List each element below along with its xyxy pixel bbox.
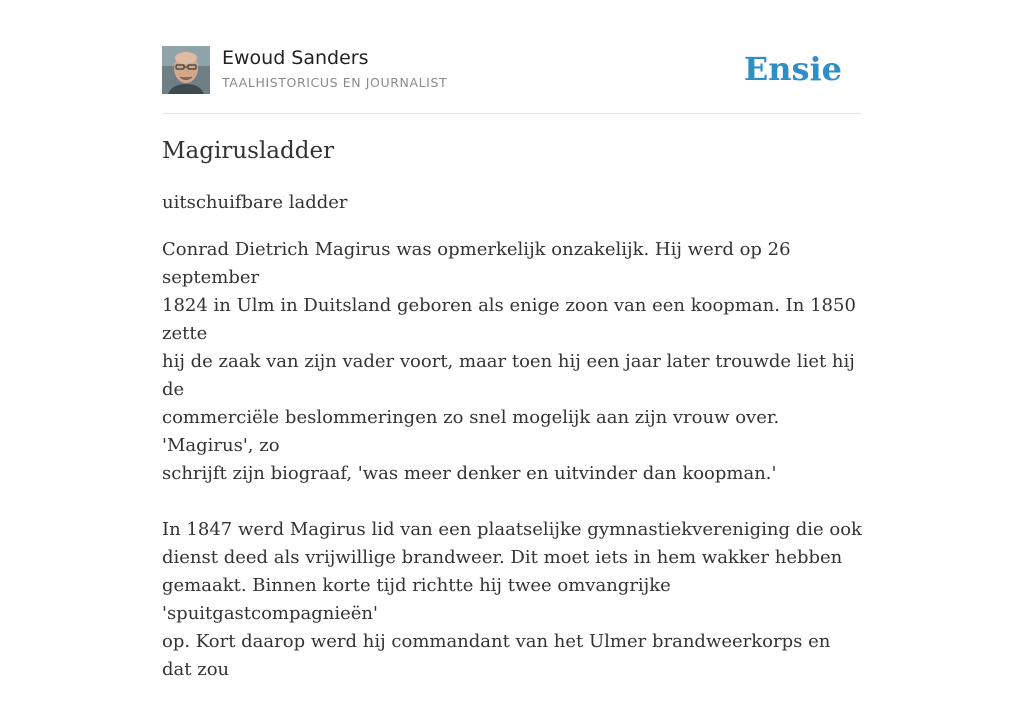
author-name[interactable]: Ewoud Sanders [222,47,369,69]
avatar[interactable] [162,46,210,94]
author-header [162,46,862,96]
article-paragraph: Conrad Dietrich Magirus was opmerkelijk onzakelijk. Hij werd op 26 september 1824 in Ulm in Duitsland geboren als enige zoon van een koopman. In 1850 zette hij de zaak van zijn vader voort, maar toen hij een jaar later trouwde liet hij de commerciële beslommeringen zo snel mogelijk aan zijn vrouw over. 'Magirus', zo schrijft zijn biograaf, 'was meer denker en uitvinder dan koopman.' [162,239,856,484]
article-body [162,236,862,712]
article-paragraph: In 1847 werd Magirus lid van een plaatselijke gymnastiekvereniging die ook dienst deed als vrijwillige brandweer. Dit moet iets in hem wakker hebben gemaakt. Binnen korte tijd richtte hij twee omvangrijke 'spuitgastcompagnieën' op. Kort daarop werd hij commandant van het Ulmer brandweerkorps en dat zou [162,519,862,680]
brand-logo[interactable]: Ensie [743,50,842,88]
header-divider [162,113,862,114]
avatar-portrait-icon [162,46,210,94]
article-title: Magirusladder [162,138,335,164]
article-subtitle: uitschuifbare ladder [162,192,348,213]
author-role: TAALHISTORICUS EN JOURNALIST [222,75,448,90]
